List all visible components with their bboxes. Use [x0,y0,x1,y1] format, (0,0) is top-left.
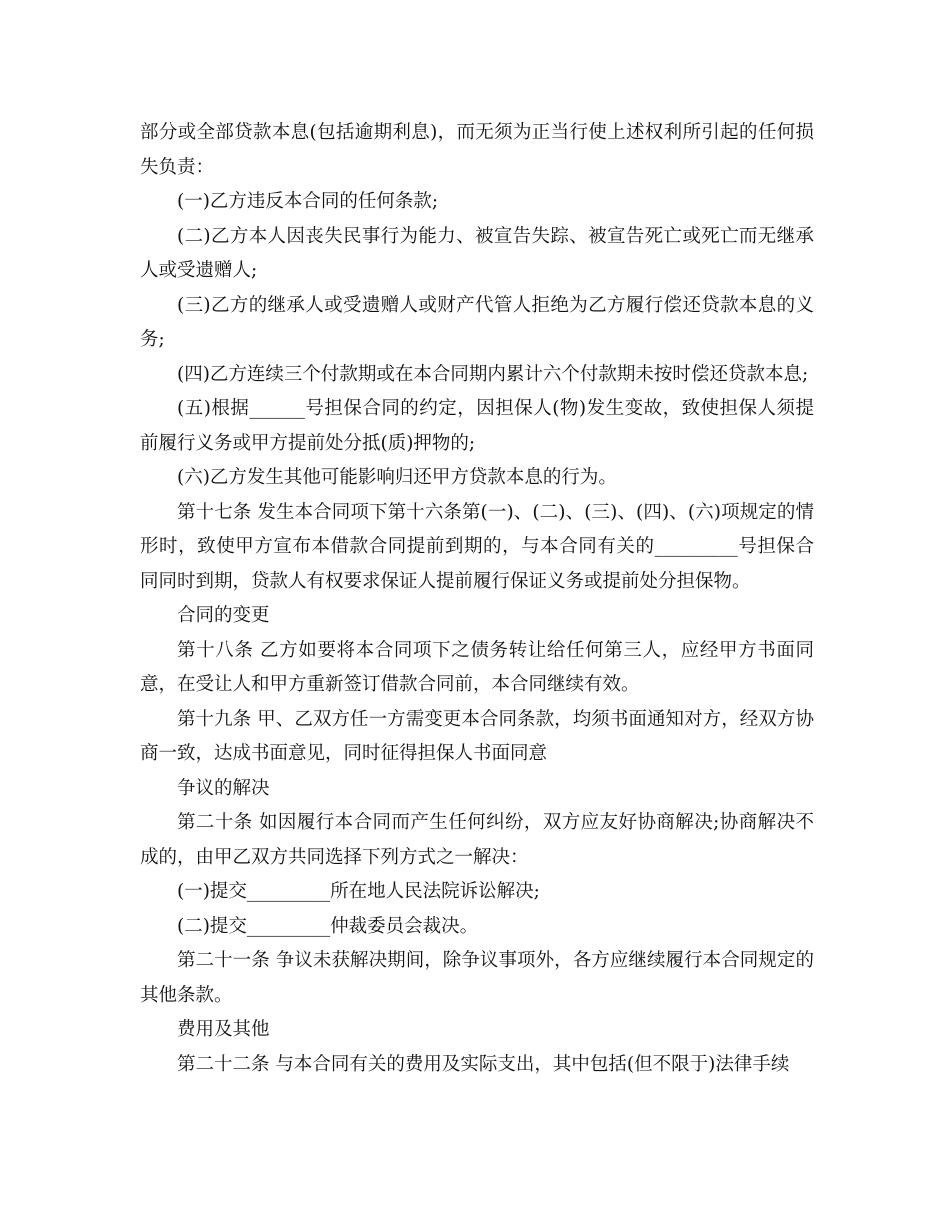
paragraph-continuation: 部分或全部贷款本息(包括逾期利息)，而无须为正当行使上述权利所引起的任何损失负责： [140,122,814,178]
section-heading-fees-other: 费用及其他 [177,1019,270,1040]
article-22: 第二十二条 与本合同有关的费用及实际支出，其中包括(但不限于)法律手续 [177,1053,790,1075]
dispute-option-1: (一)提交_________所在地人民法院诉讼解决; [177,881,540,902]
clause-item-2: (二)乙方本人因丧失民事行为能力、被宣告失踪、被宣告死亡或死亡而无继承人或受遗赠人; [140,225,814,281]
clause-item-6: (六)乙方发生其他可能影响归还甲方贷款本息的行为。 [177,467,617,488]
section-heading-contract-change: 合同的变更 [177,605,270,626]
article-20: 第二十条 如因履行本合同而产生任何纠纷，双方应友好协商解决;协商解决不成的，由甲乙双方共同选择下列方式之一解决： [140,812,814,868]
article-18: 第十八条 乙方如要将本合同项下之债务转让给任何第三人，应经甲方书面同意，在受让人和甲方重新签订借款合同前，本合同继续有效。 [140,639,814,695]
clause-item-3: (三)乙方的继承人或受遗赠人或财产代管人拒绝为乙方履行偿还贷款本息的义务; [140,294,814,350]
section-heading-dispute-resolution: 争议的解决 [177,777,270,799]
clause-item-5: (五)根据______号担保合同的约定，因担保人(物)发生变故，致使担保人须提前履行义务或甲方提前处分抵(质)押物的; [140,398,814,454]
document-body [140,116,814,1082]
dispute-option-2: (二)提交_________仲裁委员会裁决。 [177,915,479,937]
article-19: 第十九条 甲、乙双方任一方需变更本合同条款，均须书面通知对方，经双方协商一致，达成书面意见，同时征得担保人书面同意 [140,708,814,764]
clause-item-4: (四)乙方连续三个付款期或在本合同期内累计六个付款期未按时偿还贷款本息; [177,363,809,385]
clause-item-1: (一)乙方违反本合同的任何条款; [177,191,439,212]
article-21: 第二十一条 争议未获解决期间，除争议事项外，各方应继续履行本合同规定的其他条款。 [140,950,814,1006]
article-17: 第十七条 发生本合同项下第十六条第(一)、(二)、(三)、(四)、(六)项规定的情形时，致使甲方宣布本借款合同提前到期的，与本合同有关的_________号担保合同同时到期，贷款人有权要求保证人提前履行保证义务或提前处分担保物。 [140,501,814,592]
